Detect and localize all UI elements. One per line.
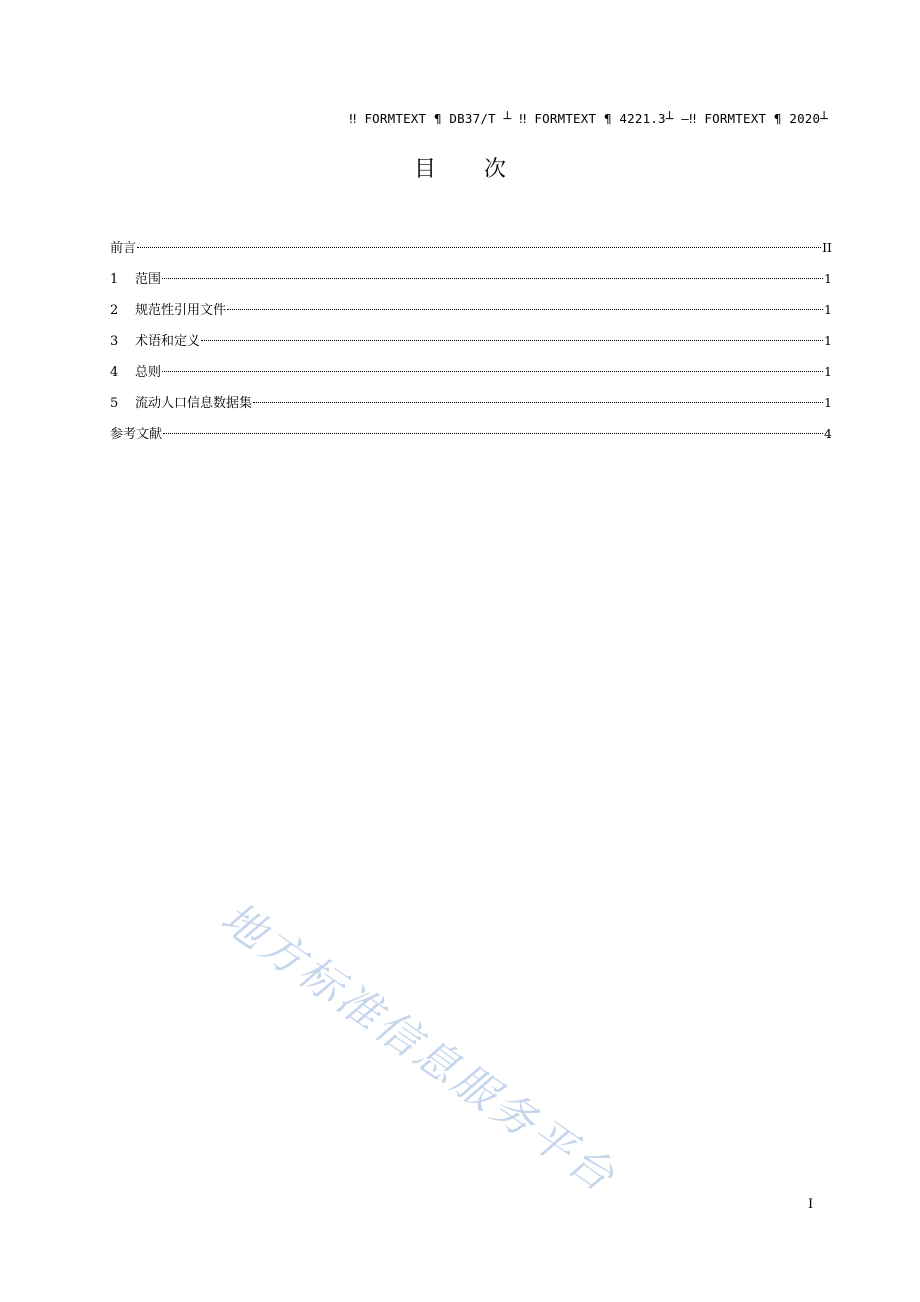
toc-section-number: 5	[110, 396, 119, 411]
toc-dot-leader	[227, 309, 823, 310]
toc-entry-terms-definitions[interactable]	[110, 329, 832, 360]
toc-page-number: II	[822, 240, 832, 255]
toc-entry-title: 总则	[135, 365, 162, 380]
toc-dot-leader	[137, 247, 821, 248]
toc-entry-general-principles[interactable]	[110, 360, 832, 391]
toc-title	[0, 152, 920, 183]
toc-page-number: 4	[824, 426, 832, 441]
document-header-code: ‼ FORMTEXT ¶ DB37/T ┴ ‼ FORMTEXT ¶ 4221.3┴ —‼ FORMTEXT ¶ 2020┴	[349, 111, 828, 126]
toc-section-number: 2	[110, 303, 119, 318]
table-of-contents	[110, 236, 832, 453]
toc-entry-dataset[interactable]	[110, 391, 832, 422]
toc-entry-foreword[interactable]	[110, 236, 832, 267]
toc-dot-leader	[162, 278, 823, 279]
toc-entry-title: 参考文献	[110, 427, 163, 442]
toc-section-number: 4	[110, 365, 119, 380]
watermark-text: 地方标准信息服务平台	[211, 892, 626, 1204]
toc-page-number: 1	[824, 364, 832, 379]
toc-entry-title: 术语和定义	[135, 334, 201, 349]
toc-entry-title: 规范性引用文件	[135, 303, 227, 318]
toc-dot-leader	[253, 402, 823, 403]
toc-section-number: 3	[110, 334, 119, 349]
toc-dot-leader	[201, 340, 823, 341]
toc-section-number: 1	[110, 272, 119, 287]
toc-page-number: 1	[824, 395, 832, 410]
toc-entry-normative-references[interactable]	[110, 298, 832, 329]
page-number: I	[808, 1197, 814, 1212]
toc-entry-title: 前言	[110, 241, 137, 256]
toc-entry-title: 范围	[135, 272, 162, 287]
toc-title-char-1: 目	[413, 157, 436, 182]
toc-entry-scope[interactable]	[110, 267, 832, 298]
toc-entry-bibliography[interactable]	[110, 422, 832, 453]
toc-title-char-2: 次	[484, 157, 507, 182]
toc-entry-title: 流动人口信息数据集	[135, 396, 253, 411]
toc-dot-leader	[163, 433, 823, 434]
toc-dot-leader	[162, 371, 823, 372]
toc-page-number: 1	[824, 302, 832, 317]
toc-page-number: 1	[824, 271, 832, 286]
toc-page-number: 1	[824, 333, 832, 348]
